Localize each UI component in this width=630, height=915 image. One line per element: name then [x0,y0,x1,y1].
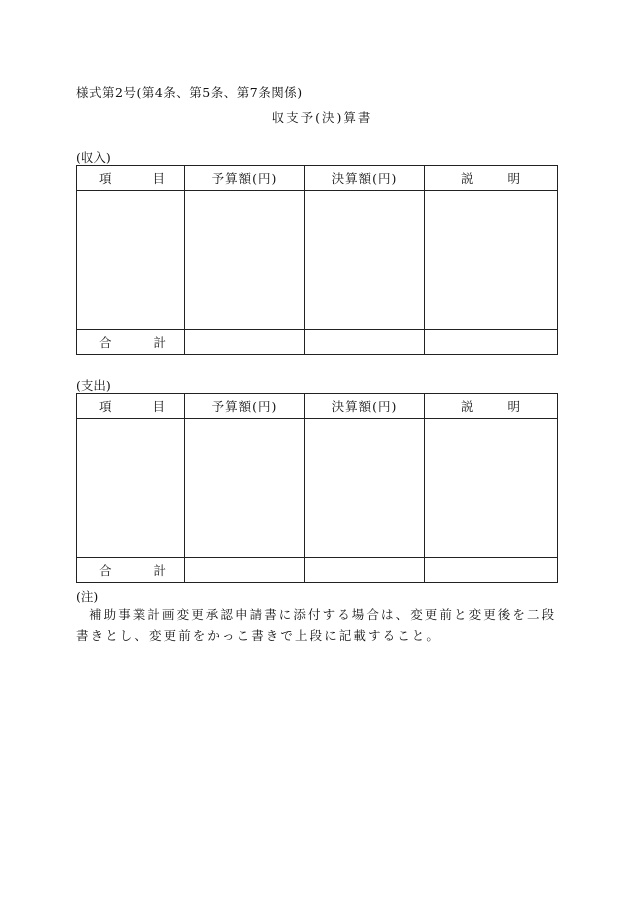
income-description-cell[interactable] [425,191,558,330]
note-text: 補助事業計画変更承認申請書に添付する場合は、変更前と変更後を二段書きとし、変更前をかっこ書きで上段に記載すること。 [76,607,557,643]
income-item-cell[interactable] [77,191,185,330]
expense-description-cell[interactable] [425,419,558,558]
expense-entry-row [77,419,558,558]
description-column-header: 説 明 [425,394,558,419]
income-total-row [77,330,558,355]
item-column-header: 項 目 [77,394,185,419]
income-header-row [77,166,558,191]
document-title: 収支予(決)算書 [271,110,373,125]
income-settlement-cell[interactable] [305,191,425,330]
income-section-label: (収入) [76,150,111,165]
expense-section-label: (支出) [76,378,111,393]
note-label: (注) [76,589,99,604]
expense-table [76,393,558,583]
income-total-settlement-cell[interactable] [305,330,425,355]
expense-total-settlement-cell[interactable] [305,558,425,583]
expense-total-budget-cell[interactable] [185,558,305,583]
income-budget-cell[interactable] [185,191,305,330]
income-total-description-cell[interactable] [425,330,558,355]
expense-total-label: 合 計 [77,558,185,583]
expense-budget-cell[interactable] [185,419,305,558]
income-entry-row [77,191,558,330]
description-column-header: 説 明 [425,166,558,191]
item-column-header: 項 目 [77,166,185,191]
expense-total-row [77,558,558,583]
expense-settlement-cell[interactable] [305,419,425,558]
income-total-budget-cell[interactable] [185,330,305,355]
budget-column-header: 予算額(円) [185,166,305,191]
income-table [76,165,558,355]
form-number: 様式第2号(第4条、第5条、第7条関係) [76,85,303,100]
income-total-label: 合 計 [77,330,185,355]
budget-column-header: 予算額(円) [185,394,305,419]
settlement-column-header: 決算額(円) [305,394,425,419]
settlement-column-header: 決算額(円) [305,166,425,191]
expense-item-cell[interactable] [77,419,185,558]
expense-header-row [77,394,558,419]
expense-total-description-cell[interactable] [425,558,558,583]
